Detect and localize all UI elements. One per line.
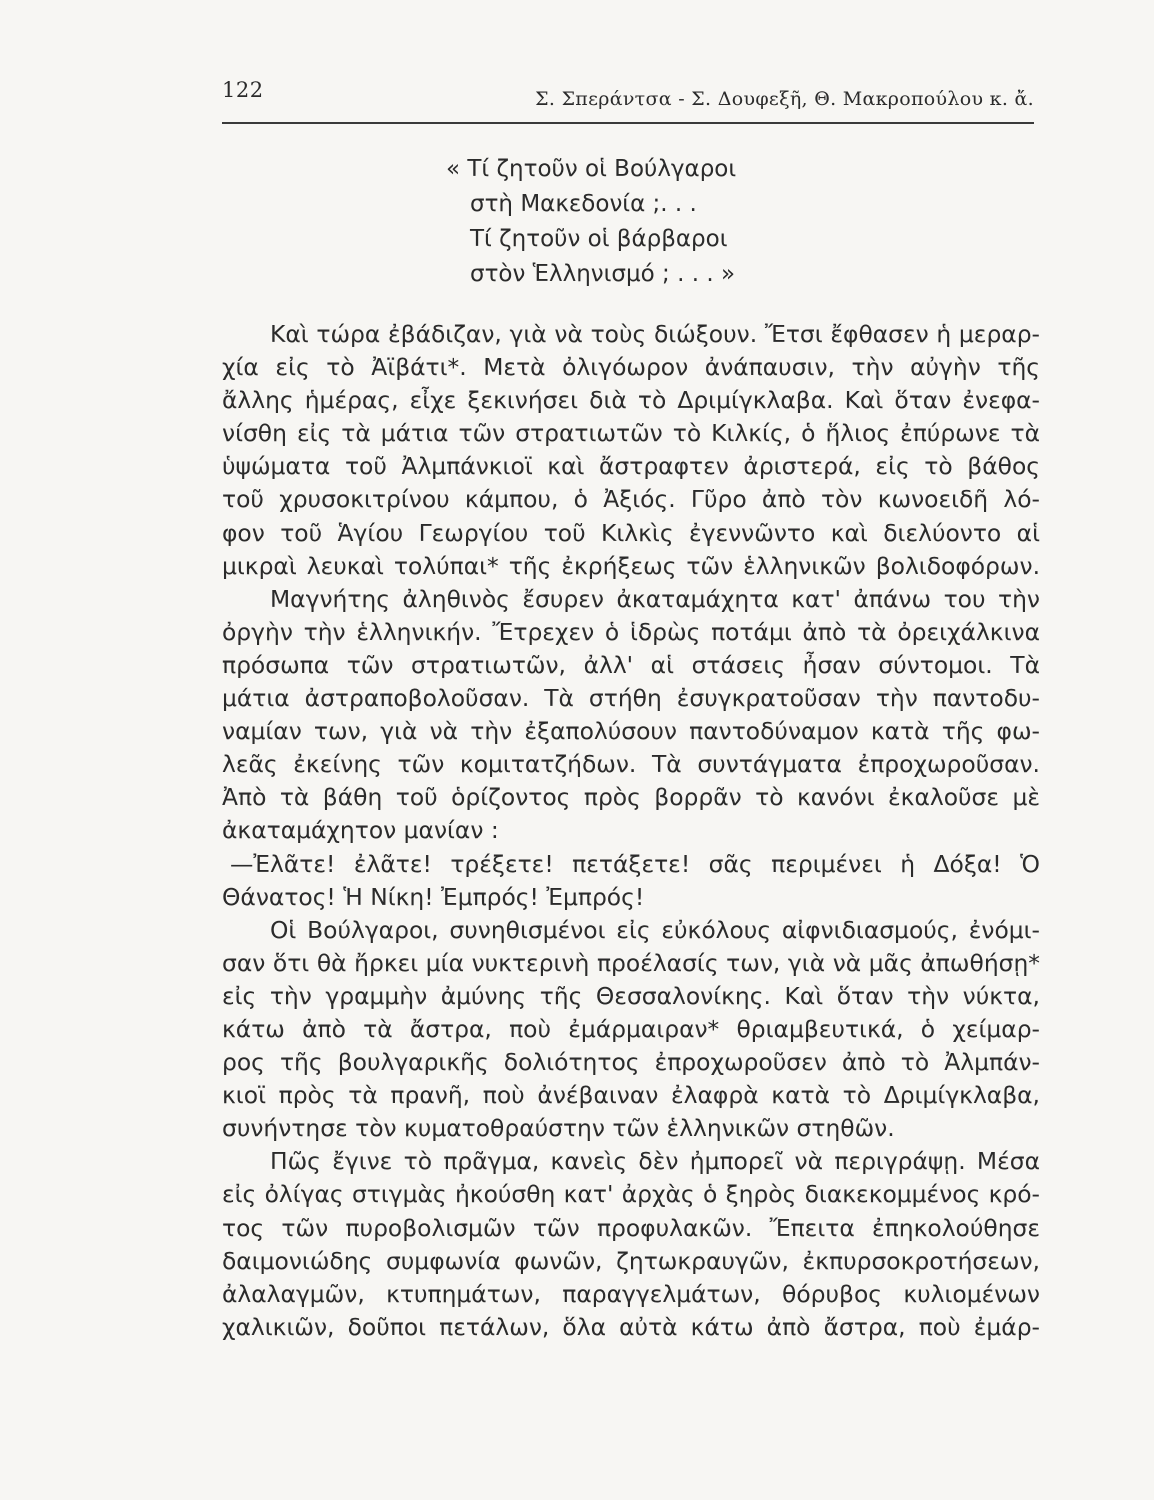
- text-line: ἀλαλαγμῶν, κτυπημάτων, παραγγελμάτων, θόρυβος κυλιομένων: [222, 1279, 1040, 1308]
- text-line: Πῶς ἔγινε τὸ πρᾶγμα, κανεὶς δὲν ἠμπορεῖ νὰ περιγράψῃ. Μέσα: [270, 1147, 1040, 1176]
- page-header: [222, 74, 1034, 124]
- text-line: συνήντησε τὸν κυματοθραύστην τῶν ἑλληνικῶν στηθῶν.: [222, 1114, 895, 1143]
- text-line: ρος τῆς βουλγαρικῆς δολιότητος ἐπροχωροῦσεν ἀπὸ τὸ Ἀλμπάν-: [222, 1048, 1040, 1077]
- verse-quote: [446, 152, 736, 292]
- text-line: Μαγνήτης ἀληθινὸς ἔσυρεν ἀκαταμάχητα κατ' ἀπάνω του τὴν: [270, 584, 1040, 613]
- text-line: νίσθη εἰς τὰ μάτια τῶν στρατιωτῶν τὸ Κιλκίς, ὁ ἥλιος ἐπύρωνε τὰ: [222, 419, 1040, 448]
- text-line: μικραὶ λευκαὶ τολύπαι* τῆς ἐκρήξεως τῶν ἑλληνικῶν βολιδοφόρων.: [222, 551, 1040, 580]
- text-line: εἰς τὴν γραμμὴν ἀμύνης τῆς Θεσσαλονίκης. Καὶ ὅταν τὴν νύκτα,: [222, 981, 1040, 1010]
- text-line: Καὶ τώρα ἐβάδιζαν, γιὰ νὰ τοὺς διώξουν. Ἔτσι ἔφθασεν ἡ μεραρ-: [270, 320, 1040, 348]
- text-line: ὑψώματα τοῦ Ἀλμπάνκιοϊ καὶ ἄστραφτεν ἀριστερά, εἰς τὸ βάθος: [222, 452, 1040, 481]
- verse-line: « Τί ζητοῦν οἱ Βούλγαροι: [446, 156, 737, 182]
- text-line: Θάνατος! Ἡ Νίκη! Ἐμπρός! Ἐμπρός!: [222, 882, 645, 911]
- text-line: πρόσωπα τῶν στρατιωτῶν, ἀλλ' αἱ στάσεις ἦσαν σύντομοι. Τὰ: [222, 650, 1040, 679]
- verse-line: στὴ Μακεδονία ;. . .: [470, 191, 697, 217]
- running-head: Σ. Σπεράντσα - Σ. Δουφεξῆ, Θ. Μακροπούλου κ. ἄ.: [535, 88, 1034, 110]
- text-line: τοῦ χρυσοκιτρίνου κάμπου, ὁ Ἀξιός. Γῦρο ἀπὸ τὸν κωνοειδῆ λό-: [222, 485, 1040, 514]
- text-line: Ἀπὸ τὰ βάθη τοῦ ὁρίζοντος πρὸς βορρᾶν τὸ κανόνι ἐκαλοῦσε μὲ: [222, 783, 1040, 812]
- text-line: εἰς ὀλίγας στιγμὰς ἠκούσθη κατ' ἀρχὰς ὁ ξηρὸς διακεκομμένος κρό-: [222, 1180, 1040, 1209]
- body-text: [222, 318, 1040, 1344]
- page-number: 122: [222, 78, 264, 102]
- text-line: μάτια ἀστραποβολοῦσαν. Τὰ στήθη ἐσυγκρατοῦσαν τὴν παντοδυ-: [222, 684, 1040, 713]
- text-line: χία εἰς τὸ Ἀϊβάτι*. Μετὰ ὀλιγόωρον ἀνάπαυσιν, τὴν αὐγὴν τῆς: [222, 353, 1040, 382]
- text-line: ἀκαταμάχητον μανίαν :: [222, 816, 499, 845]
- text-line: λεᾶς ἐκείνης τῶν κομιτατζήδων. Τὰ συντάγματα ἐπροχωροῦσαν.: [222, 750, 1040, 779]
- text-line: Οἱ Βούλγαροι, συνηθισμένοι εἰς εὐκόλους αἰφνιδιασμούς, ἐνόμι-: [270, 915, 1040, 944]
- text-line: φον τοῦ Ἁγίου Γεωργίου τοῦ Κιλκὶς ἐγεννῶντο καὶ διελύοντο αἱ: [222, 518, 1040, 547]
- text-line: χαλικιῶν, δοῦποι πετάλων, ὅλα αὐτὰ κάτω ἀπὸ ἄστρα, ποὺ ἐμάρ-: [222, 1312, 1040, 1341]
- text-line: —Ἐλᾶτε! ἐλᾶτε! τρέξετε! πετάξετε! σᾶς περιμένει ἡ Δόξα! Ὁ: [230, 849, 1040, 878]
- text-line: δαιμονιώδης συμφωνία φωνῶν, ζητωκραυγῶν, ἐκπυρσοκροτήσεων,: [222, 1246, 1040, 1275]
- text-line: κάτω ἀπὸ τὰ ἄστρα, ποὺ ἐμάρμαιραν* θριαμβευτικά, ὁ χείμαρ-: [222, 1014, 1040, 1043]
- text-line: ἄλλης ἡμέρας, εἶχε ξεκινήσει διὰ τὸ Δριμίγκλαβα. Καὶ ὅταν ἐνεφα-: [222, 386, 1040, 415]
- text-line: ὀργὴν τὴν ἑλληνικήν. Ἔτρεχεν ὁ ἱδρὼς ποτάμι ἀπὸ τὰ ὀρειχάλκινα: [222, 617, 1040, 646]
- text-line: σαν ὅτι θὰ ἤρκει μία νυκτερινὴ προέλασίς των, γιὰ νὰ μᾶς ἀπωθήσῃ*: [222, 948, 1040, 977]
- text-line: ναμίαν των, γιὰ νὰ τὴν ἐξαπολύσουν παντοδύναμον κατὰ τῆς φω-: [222, 717, 1040, 746]
- text-line: τος τῶν πυροβολισμῶν τῶν προφυλακῶν. Ἔπειτα ἐπηκολούθησε: [222, 1213, 1040, 1242]
- text-line: κιοϊ πρὸς τὰ πρανῆ, ποὺ ἀνέβαιναν ἐλαφρὰ κατὰ τὸ Δριμίγκλαβα,: [222, 1081, 1040, 1110]
- verse-line: Τί ζητοῦν οἱ βάρβαροι: [470, 226, 728, 252]
- verse-line: στὸν Ἑλληνισμό ; . . . »: [470, 261, 736, 287]
